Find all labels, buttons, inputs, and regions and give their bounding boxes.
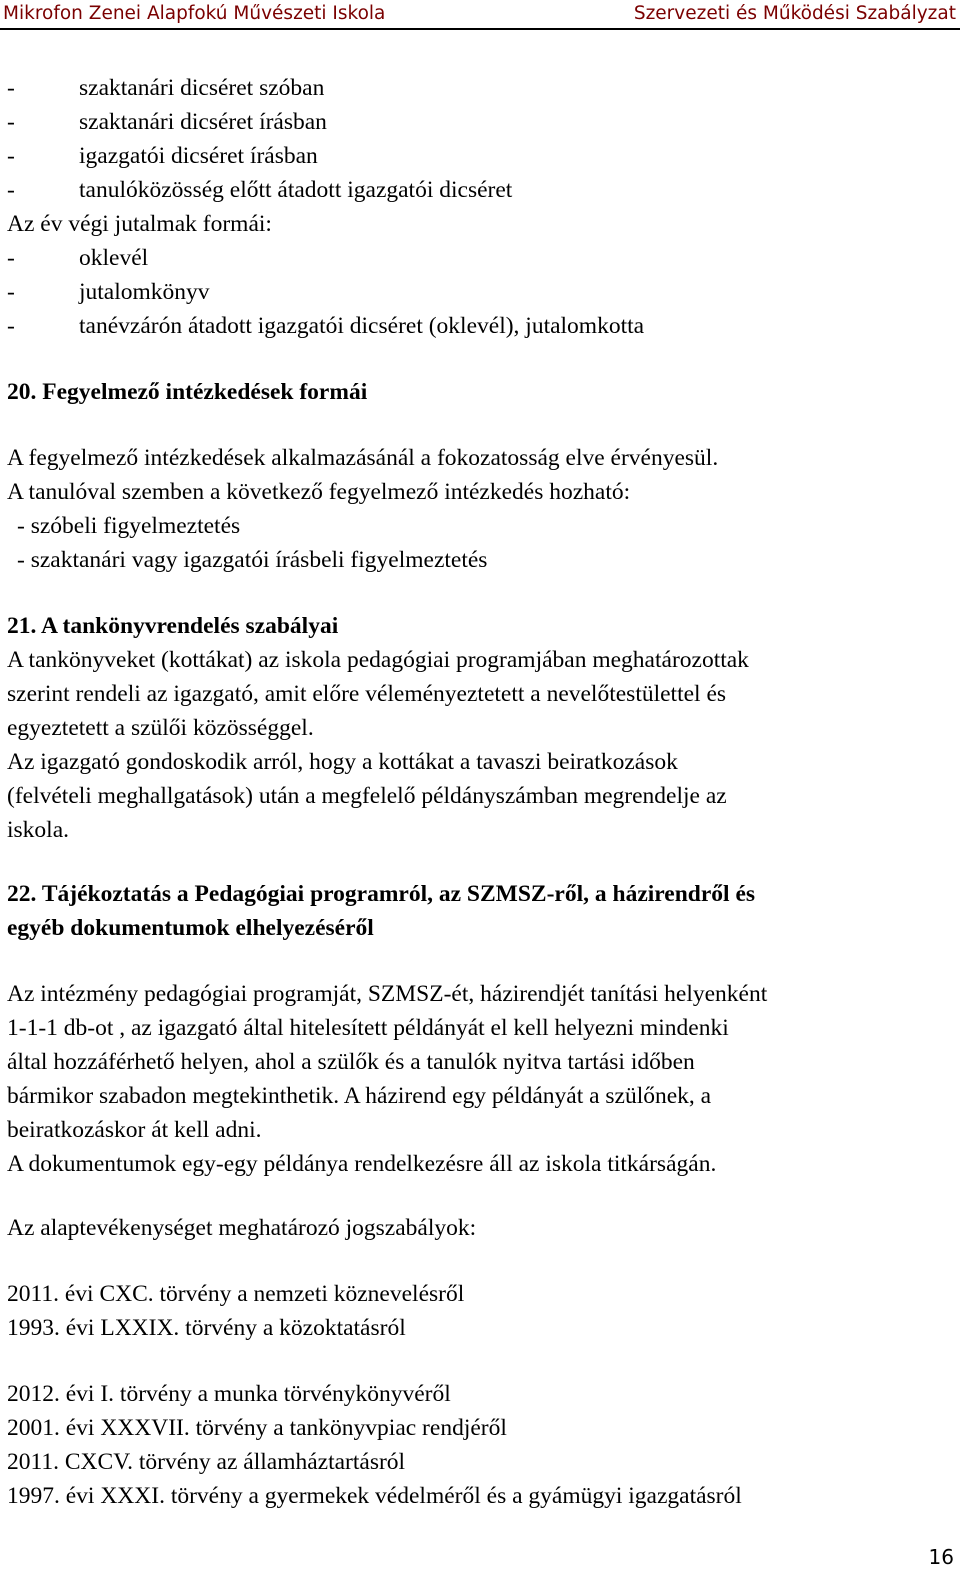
section-21-line: A tankönyveket (kottákat) az iskola pedagógiai programjában meghatározottak <box>7 647 749 673</box>
praise-item: szaktanári dicséret szóban <box>79 75 325 101</box>
page-header <box>0 0 960 30</box>
praise-item: szaktanári dicséret írásban <box>79 109 327 135</box>
section-20-heading: 20. Fegyelmező intézkedések formái <box>7 379 368 405</box>
section-22-heading: egyéb dokumentumok elhelyezéséről <box>7 915 374 941</box>
law-item: 1993. évi LXXIX. törvény a közoktatásról <box>7 1315 406 1341</box>
header-document-title: Szervezeti és Működési Szabályzat <box>633 3 956 24</box>
section-22-heading: 22. Tájékoztatás a Pedagógiai programról, az SZMSZ-ről, a házirendről és <box>7 881 756 907</box>
section-21-line: (felvételi meghallgatások) után a megfelelő példányszámban megrendelje az <box>7 783 727 809</box>
praise-item-dash: - <box>7 177 15 203</box>
praise-item: tanulóközösség előtt átadott igazgatói dicséret <box>79 177 513 203</box>
section-20-paragraph: A fegyelmező intézkedések alkalmazásánál a fokozatosság elve érvényesül. <box>7 445 719 471</box>
year-end-item: oklevél <box>79 245 149 271</box>
praise-item-dash: - <box>7 75 15 101</box>
section-21-heading: 21. A tankönyvrendelés szabályai <box>7 613 339 639</box>
year-end-item: tanévzárón átadott igazgatói dicséret (oklevél), jutalomkotta <box>79 313 645 339</box>
laws-intro: Az alaptevékenységet meghatározó jogszabályok: <box>7 1215 477 1241</box>
praise-item-dash: - <box>7 143 15 169</box>
praise-item: igazgatói dicséret írásban <box>79 143 318 169</box>
law-item: 2012. évi I. törvény a munka törvénykönyvéről <box>7 1381 451 1407</box>
section-20-item: - szóbeli figyelmeztetés <box>17 513 241 539</box>
law-item: 2011. CXCV. törvény az államháztartásról <box>7 1449 406 1475</box>
section-22-line: által hozzáférhető helyen, ahol a szülők és a tanulók nyitva tartási időben <box>7 1049 695 1075</box>
year-end-dash: - <box>7 279 15 305</box>
section-20-paragraph: A tanulóval szemben a következő fegyelmező intézkedés hozható: <box>7 479 631 505</box>
year-end-dash: - <box>7 245 15 271</box>
section-21-line: egyeztetett a szülői közösséggel. <box>7 715 314 741</box>
page-number: 16 <box>928 1545 954 1569</box>
praise-item-dash: - <box>7 109 15 135</box>
section-21-line: szerint rendeli az igazgató, amit előre véleményeztetett a nevelőtestülettel és <box>7 681 727 707</box>
section-22-line: bármikor szabadon megtekinthetik. A házirend egy példányát a szülőnek, a <box>7 1083 712 1109</box>
law-item: 1997. évi XXXI. törvény a gyermekek védelméről és a gyámügyi igazgatásról <box>7 1483 742 1509</box>
year-end-intro: Az év végi jutalmak formái: <box>7 211 272 237</box>
section-22-line: beiratkozáskor át kell adni. <box>7 1117 262 1143</box>
year-end-dash: - <box>7 313 15 339</box>
section-22-line: 1-1-1 db-ot , az igazgató által hitelesített példányát el kell helyezni mindenki <box>7 1015 729 1041</box>
section-21-line: Az igazgató gondoskodik arról, hogy a kottákat a tavaszi beiratkozások <box>7 749 678 775</box>
header-school-name: Mikrofon Zenei Alapfokú Művészeti Iskola <box>3 3 386 24</box>
law-item: 2001. évi XXXVII. törvény a tankönyvpiac rendjéről <box>7 1415 507 1441</box>
section-21-line: iskola. <box>7 817 70 843</box>
law-item: 2011. évi CXC. törvény a nemzeti köznevelésről <box>7 1281 465 1307</box>
section-22-line: Az intézmény pedagógiai programját, SZMSZ-ét, házirendjét tanítási helyenként <box>7 981 768 1007</box>
section-22-line: A dokumentumok egy-egy példánya rendelkezésre áll az iskola titkárságán. <box>7 1151 717 1177</box>
section-20-item: - szaktanári vagy igazgatói írásbeli figyelmeztetés <box>17 547 488 573</box>
year-end-item: jutalomkönyv <box>79 279 210 305</box>
